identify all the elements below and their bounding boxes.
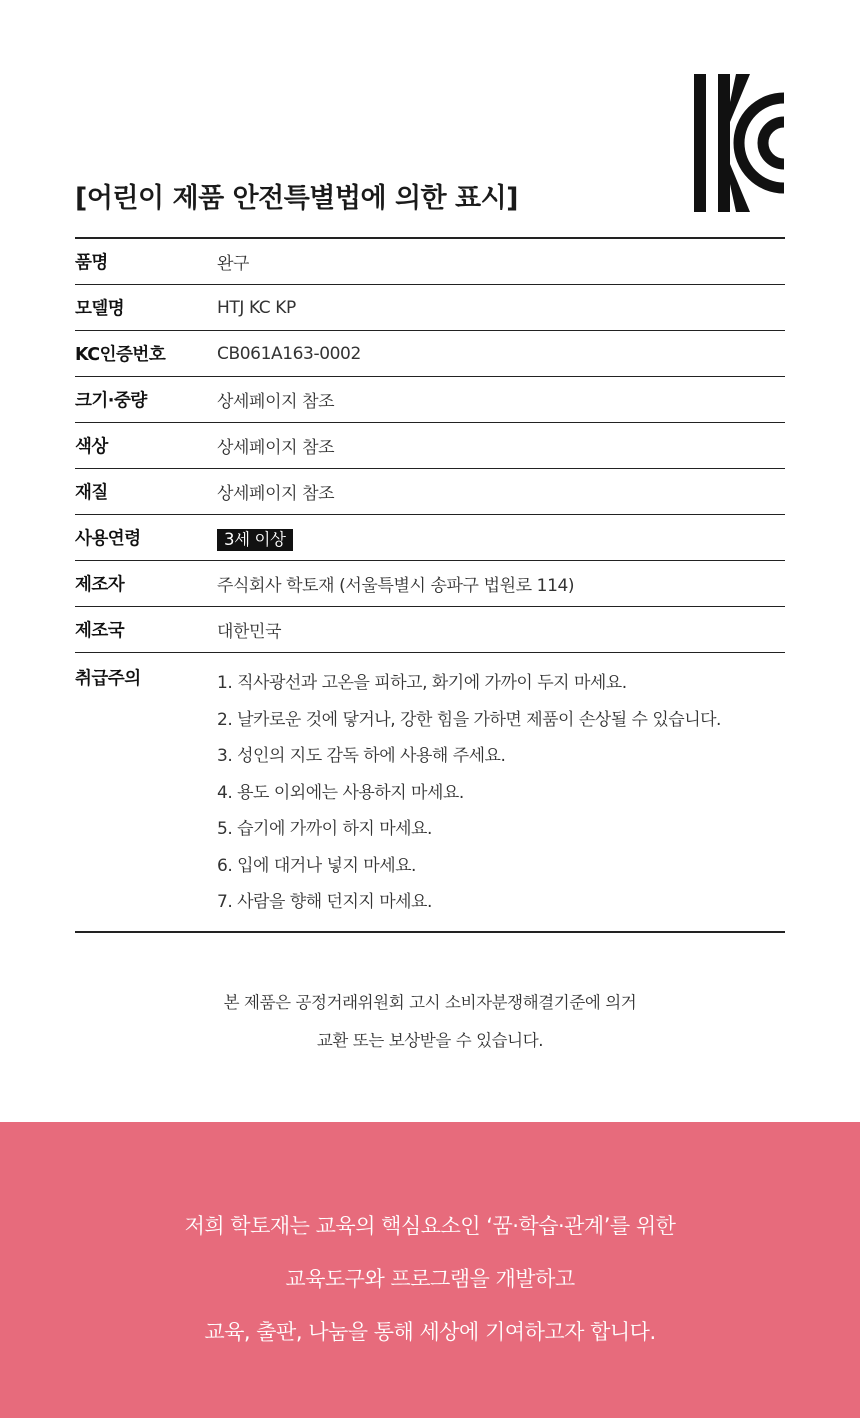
spec-row-model-name (75, 284, 785, 330)
spec-row-caution (75, 652, 785, 931)
spec-value: 상세페이지 참조 (217, 392, 335, 412)
spec-label: 제조국 (75, 621, 125, 641)
footer-line: 교육도구와 프로그램을 개발하고 (285, 1267, 575, 1291)
notice-line: 본 제품은 공정거래위원회 고시 소비자분쟁해결기준에 의거 (223, 993, 637, 1012)
caution-item: 7. 사람을 향해 던지지 마세요. (217, 892, 432, 912)
spec-label: 제조자 (75, 575, 125, 595)
spec-label: KC인증번호 (75, 345, 166, 365)
exchange-notice (0, 984, 860, 1060)
spec-label: 모델명 (75, 299, 125, 319)
spec-row-age (75, 514, 785, 560)
spec-label: 취급주의 (75, 669, 141, 689)
brand-footer (0, 1122, 860, 1418)
spec-row-size-weight (75, 376, 785, 422)
spec-label: 재질 (75, 483, 108, 503)
spec-value: 완구 (217, 254, 250, 274)
age-badge: 3세 이상 (217, 529, 293, 551)
footer-line: 교육, 출판, 나눔을 통해 세상에 기여하고자 합니다. (204, 1320, 656, 1344)
spec-label: 크기·중량 (75, 391, 147, 411)
caution-list (217, 665, 721, 921)
spec-value: 주식회사 학토재 (서울특별시 송파구 법원로 114) (217, 576, 575, 596)
spec-row-material (75, 468, 785, 514)
notice-line: 교환 또는 보상받을 수 있습니다. (316, 1031, 544, 1050)
caution-item: 5. 습기에 가까이 하지 마세요. (217, 819, 432, 839)
spec-value: 대한민국 (217, 622, 282, 642)
caution-item: 1. 직사광선과 고온을 피하고, 화기에 가까이 두지 마세요. (217, 673, 627, 693)
kc-mark-icon (694, 74, 784, 212)
spec-row-country (75, 606, 785, 652)
caution-item: 2. 날카로운 것에 닿거나, 강한 힘을 가하면 제품이 손상될 수 있습니다. (217, 709, 721, 730)
caution-item: 6. 입에 대거나 넣지 마세요. (217, 855, 416, 876)
spec-row-manufacturer (75, 560, 785, 606)
spec-label: 색상 (75, 437, 108, 457)
footer-line: 저희 학토재는 교육의 핵심요소인 ‘꿈·학습·관계’를 위한 (184, 1214, 676, 1238)
spec-label: 품명 (75, 253, 108, 273)
spec-value: HTJ KC KP (217, 297, 296, 318)
caution-item: 4. 용도 이외에는 사용하지 마세요. (217, 782, 464, 803)
page-title: [어린이 제품 안전특별법에 의한 표시] (75, 183, 519, 214)
spec-value (217, 526, 293, 550)
spec-row-kc-number (75, 330, 785, 376)
caution-item: 3. 성인의 지도 감독 하에 사용해 주세요. (217, 746, 506, 766)
spec-table (75, 237, 785, 933)
spec-label: 사용연령 (75, 529, 141, 549)
spec-value: CB061A163-0002 (217, 343, 361, 364)
spec-value: 상세페이지 참조 (217, 484, 335, 504)
spec-row-color (75, 422, 785, 468)
spec-value: 상세페이지 참조 (217, 438, 335, 458)
spec-row-product-name (75, 239, 785, 284)
